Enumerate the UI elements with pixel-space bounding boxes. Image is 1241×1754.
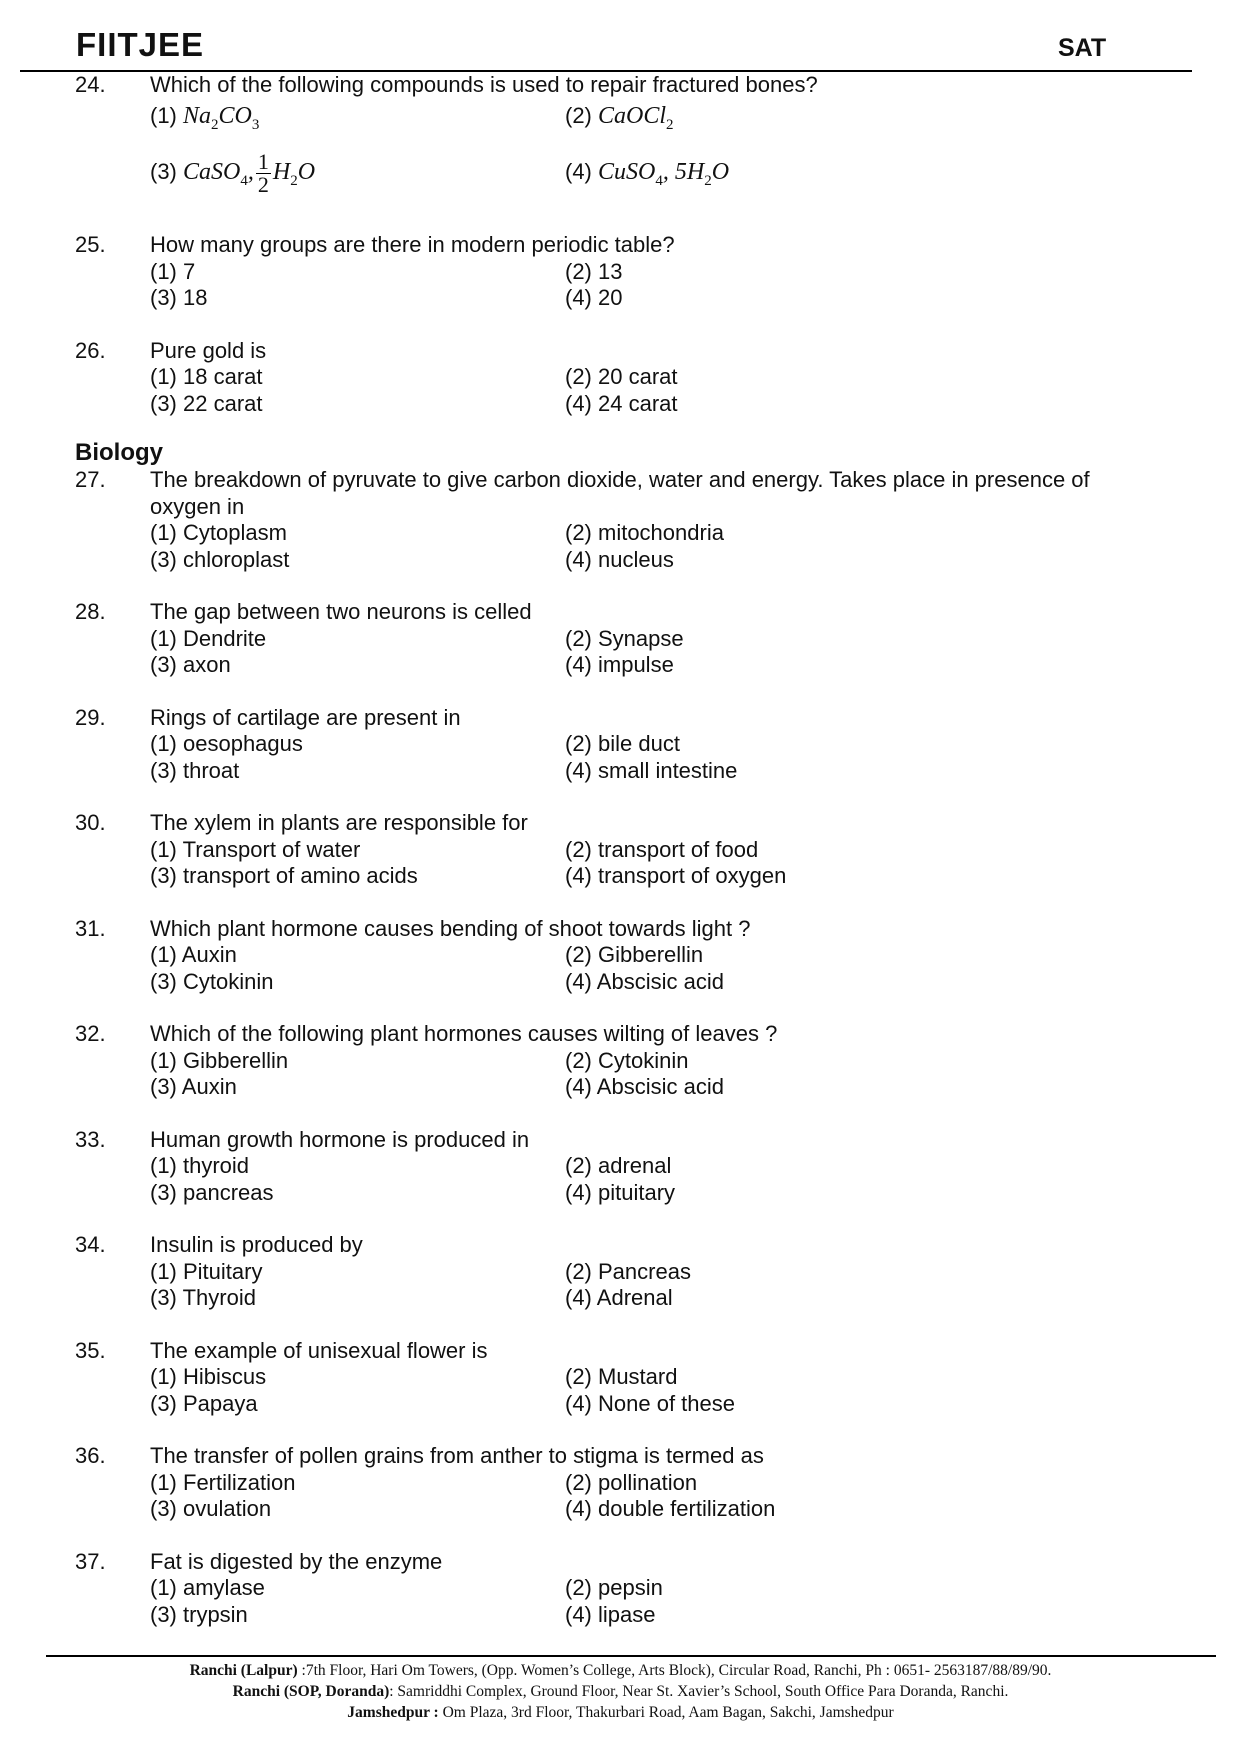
option-4: (4) pituitary — [565, 1179, 676, 1205]
question-25 — [0, 232, 1241, 312]
option-4: (4) lipase — [565, 1601, 656, 1627]
option-4: (4) 20 — [565, 285, 623, 311]
question-text: Which of the following plant hormones causes wilting of leaves ? — [150, 1021, 778, 1047]
option-1: (1) 18 carat — [150, 364, 263, 390]
options — [150, 1048, 1160, 1101]
option-2: (2) 20 carat — [565, 364, 678, 390]
footer-line-jamshedpur: Jamshedpur : Om Plaza, 3rd Floor, Thakurbari Road, Aam Bagan, Sakchi, Jamshedpur — [347, 1704, 894, 1721]
options — [150, 364, 1160, 417]
section-title-biology: Biology — [75, 439, 163, 467]
option-1: (1) thyroid — [150, 1153, 250, 1179]
footer-line-ranchi-doranda: Ranchi (SOP, Doranda): Samriddhi Complex, Ground Floor, Near St. Xavier’s School, South Office Para Doranda, Ranchi. — [232, 1683, 1009, 1700]
option-3: (3) Papaya — [150, 1390, 258, 1416]
question-number: 24. — [75, 72, 106, 97]
question-number: 30. — [75, 810, 106, 836]
option-3: (3) pancreas — [150, 1179, 274, 1205]
question-31 — [0, 916, 1241, 996]
options — [150, 1259, 1160, 1312]
footer-addresses — [0, 1660, 1241, 1723]
option-1: (1) Hibiscus — [150, 1364, 267, 1390]
exam-code: SAT — [1058, 34, 1107, 62]
option-2: (2) CaOCl$_2$ — [565, 102, 674, 133]
question-number: 25. — [75, 232, 106, 258]
option-4: (4) None of these — [565, 1390, 735, 1416]
option-4: (4) Adrenal — [565, 1285, 673, 1311]
option-1: (1) $Na_2CO_3$ — [150, 102, 260, 133]
question-number: 31. — [75, 915, 106, 941]
formula-caocl2: CaOCl$_2$ — [598, 102, 674, 133]
options — [150, 1153, 1160, 1206]
option-4: (4) CuSO$_4$, $5H_2O$ — [565, 159, 730, 190]
question-number: 34. — [75, 1232, 106, 1258]
option-3: (3) ovulation — [150, 1496, 272, 1522]
option-1: (1) amylase — [150, 1575, 265, 1601]
question-number: 29. — [75, 704, 106, 730]
option-2: (2) mitochondria — [565, 520, 724, 546]
question-number: 35. — [75, 1337, 106, 1363]
question-number: 26. — [75, 337, 106, 363]
option-1: (1) 7 — [150, 258, 196, 284]
question-text: Human growth hormone is produced in — [150, 1126, 530, 1152]
option-1: (1) Gibberellin — [150, 1047, 289, 1073]
question-text: Rings of cartilage are present in — [150, 704, 461, 730]
fraction-one-half: $\frac{1}{2}$ — [257, 149, 269, 198]
question-37 — [0, 1549, 1241, 1629]
question-24 — [0, 72, 1241, 206]
brand-logo-text: FIITJEE — [76, 26, 205, 63]
formula-cuso4-5h2o: CuSO$_4$, $5H_2O$ — [598, 159, 730, 190]
question-text: How many groups are there in modern periodic table? — [150, 232, 675, 258]
question-number: 36. — [75, 1443, 106, 1469]
option-4: (4) nucleus — [565, 546, 674, 572]
options — [150, 520, 1160, 573]
biology-question-list — [0, 467, 1241, 1628]
question-number: 28. — [75, 599, 106, 625]
option-1: (1) Dendrite — [150, 625, 267, 651]
question-number: 37. — [75, 1548, 106, 1574]
option-2: (2) Gibberellin — [565, 942, 704, 968]
options — [150, 1575, 1160, 1628]
options — [150, 259, 1160, 312]
question-number: 27. — [75, 467, 106, 493]
question-text: Pure gold is — [150, 337, 267, 363]
question-36 — [0, 1443, 1241, 1523]
option-3: (3) chloroplast — [150, 546, 290, 572]
question-text: The example of unisexual flower is — [150, 1337, 488, 1363]
option-3: (3) Thyroid — [150, 1285, 256, 1311]
option-3: (3) Auxin — [150, 1074, 237, 1100]
question-28 — [0, 599, 1241, 679]
question-number: 32. — [75, 1021, 106, 1047]
option-2: (2) transport of food — [565, 836, 759, 862]
question-text: The gap between two neurons is celled — [150, 599, 532, 625]
option-1: (1) oesophagus — [150, 731, 303, 757]
question-text: Which plant hormone causes bending of shoot towards light ? — [150, 915, 751, 941]
question-27 — [0, 467, 1241, 573]
options — [150, 626, 1160, 679]
options — [150, 837, 1160, 890]
options — [150, 942, 1160, 995]
option-3: (3) throat — [150, 757, 240, 783]
option-1: (1) Fertilization — [150, 1469, 296, 1495]
option-4: (4) impulse — [565, 652, 674, 678]
option-3: (3) transport of amino acids — [150, 863, 418, 889]
option-2: (2) bile duct — [565, 731, 680, 757]
footer-divider — [46, 1655, 1216, 1657]
option-3: (3) 22 carat — [150, 390, 263, 416]
options — [150, 1364, 1160, 1417]
option-1: (1) Auxin — [150, 942, 237, 968]
option-4: (4) Abscisic acid — [565, 968, 724, 994]
formula-caso4-half-h2o: CaSO$_4$, $\frac{1}{2}$ $H_2O$ — [183, 149, 316, 198]
option-4: (4) 24 carat — [565, 390, 678, 416]
questions-body — [0, 72, 1241, 1654]
options — [150, 99, 1160, 207]
option-1: (1) Cytoplasm — [150, 520, 287, 546]
option-2: (2) pollination — [565, 1469, 698, 1495]
footer-line-ranchi-lalpur: Ranchi (Lalpur) :7th Floor, Hari Om Towers, (Opp. Women’s College, Arts Block), Circular Road, Ranchi, Ph : 0651- 2563187/88/89/90. — [189, 1662, 1052, 1679]
option-3: (3) CaSO$_4$, $\frac{1}{2}$ $H_2O$ — [150, 149, 316, 198]
question-29 — [0, 705, 1241, 785]
question-26 — [0, 338, 1241, 418]
question-text: The breakdown of pyruvate to give carbon dioxide, water and energy. Takes place in presence of oxygen in — [150, 467, 1090, 519]
question-text: The xylem in plants are responsible for — [150, 810, 528, 836]
question-number: 33. — [75, 1126, 106, 1152]
question-text: Which of the following compounds is used to repair fractured bones? — [150, 72, 818, 97]
option-2: (2) Synapse — [565, 625, 684, 651]
option-4: (4) transport of oxygen — [565, 863, 787, 889]
options — [150, 731, 1160, 784]
question-text: The transfer of pollen grains from anther to stigma is termed as — [150, 1443, 764, 1469]
question-34 — [0, 1232, 1241, 1312]
option-2: (2) adrenal — [565, 1153, 672, 1179]
option-3: (3) axon — [150, 652, 231, 678]
option-1: (1) Transport of water — [150, 836, 361, 862]
option-2: (2) Mustard — [565, 1364, 678, 1390]
option-3: (3) trypsin — [150, 1601, 248, 1627]
question-30 — [0, 810, 1241, 890]
option-3: (3) 18 — [150, 285, 208, 311]
option-2: (2) Cytokinin — [565, 1047, 689, 1073]
question-35 — [0, 1338, 1241, 1418]
option-2: (2) 13 — [565, 258, 623, 284]
question-33 — [0, 1127, 1241, 1207]
option-2: (2) Pancreas — [565, 1258, 691, 1284]
option-4: (4) small intestine — [565, 757, 738, 783]
option-4: (4) Abscisic acid — [565, 1074, 724, 1100]
option-1: (1) Pituitary — [150, 1258, 263, 1284]
option-3: (3) Cytokinin — [150, 968, 274, 994]
question-text: Fat is digested by the enzyme — [150, 1548, 443, 1574]
option-4: (4) double fertilization — [565, 1496, 776, 1522]
option-2: (2) pepsin — [565, 1575, 663, 1601]
question-text: Insulin is produced by — [150, 1232, 363, 1258]
formula-na2co3: $Na_2CO_3$ — [183, 102, 260, 133]
question-32 — [0, 1021, 1241, 1101]
options — [150, 1470, 1160, 1523]
